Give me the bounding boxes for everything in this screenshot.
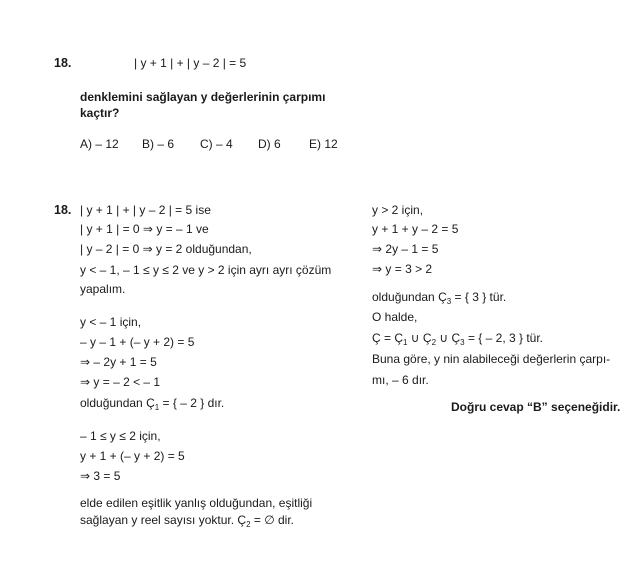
solution-line: Buna göre, y nin alabileceği değerlerin çarpı-	[372, 352, 611, 366]
solution-line-union: Ç = $Ç_1$ ∪ $Ç_2$ ∪ $Ç_3$ = { – 2, 3 } tür.	[372, 331, 544, 347]
solution-line: elde edilen eşitlik yanlış olduğundan, eşitliği	[80, 496, 313, 510]
solution-line: y < – 1 için,	[80, 315, 142, 329]
question-prompt-line1: denklemini sağlayan y değerlerinin çarpımı	[80, 90, 326, 104]
solution-number: 18.	[54, 203, 72, 217]
solution-line: mı, – 6 dır.	[372, 373, 429, 387]
solution-line: ⇒ – 2y + 1 = 5	[80, 355, 157, 369]
solution-line: | y – 2 | = 0 ⇒ y = 2 olduğundan,	[80, 242, 252, 256]
solution-line: – y – 1 + (– y + 2) = 5	[80, 335, 195, 349]
solution-line: ⇒ y = 3 > 2	[372, 262, 433, 276]
solution-line: y + 1 + y – 2 = 5	[372, 222, 459, 236]
solution-line: – 1 ≤ y ≤ 2 için,	[80, 429, 161, 443]
option-c: C) – 4	[200, 137, 233, 151]
question-equation: | y + 1 | + | y – 2 | = 5	[134, 56, 247, 70]
option-a: A) – 12	[80, 137, 119, 151]
question-number: 18.	[54, 56, 72, 70]
option-d: D) 6	[258, 137, 281, 151]
solution-line: yapalım.	[80, 282, 126, 296]
solution-line: ⇒ 2y – 1 = 5	[372, 242, 439, 256]
solution-line: O halde,	[372, 310, 418, 324]
option-b: B) – 6	[142, 137, 175, 151]
solution-line: ⇒ y = – 2 < – 1	[80, 375, 161, 389]
solution-line: y < – 1, – 1 ≤ y ≤ 2 ve y > 2 için ayrı ayrı çözüm	[80, 263, 332, 277]
solution-line-set1: olduğundan $Ç_1$ = { – 2 } dır.	[80, 396, 225, 412]
correct-answer-note: Doğru cevap “B” seçeneğidir.	[451, 400, 621, 414]
solution-line: y + 1 + (– y + 2) = 5	[80, 449, 185, 463]
solution-line: | y + 1 | = 0 ⇒ y = – 1 ve	[80, 222, 209, 236]
question-prompt-line2: kaçtır?	[80, 106, 120, 120]
option-e: E) 12	[309, 137, 338, 151]
solution-line: y > 2 için,	[372, 203, 424, 217]
solution-line-set2: sağlayan y reel sayısı yoktur. $Ç_2$ = ∅ dir.	[80, 513, 295, 529]
solution-line: ⇒ 3 = 5	[80, 469, 121, 483]
solution-line-set3: olduğundan $Ç_3$ = { 3 } tür.	[372, 290, 507, 306]
solution-line: | y + 1 | + | y – 2 | = 5 ise	[80, 203, 211, 217]
